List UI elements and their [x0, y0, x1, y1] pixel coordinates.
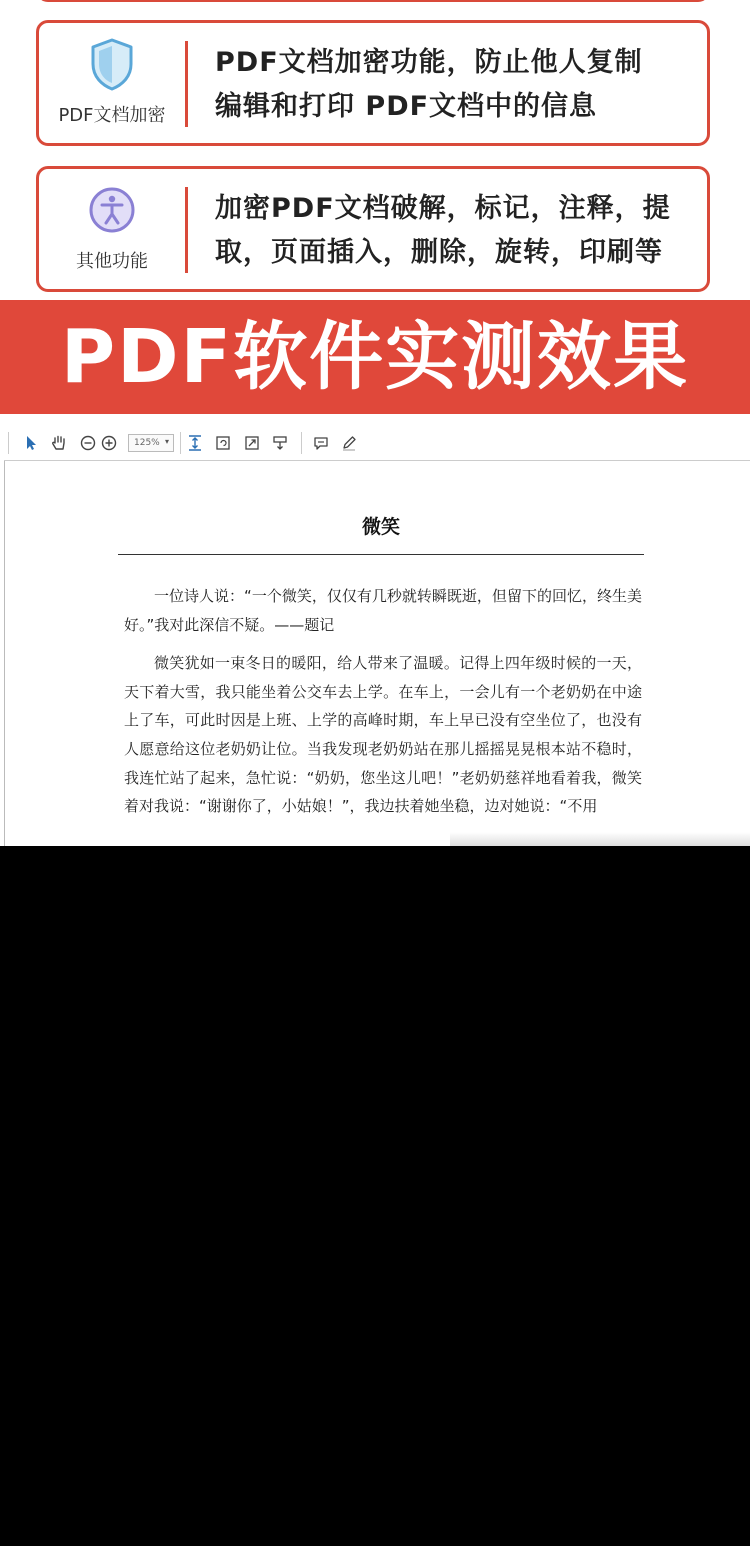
zoom-value: 125%: [134, 438, 160, 448]
toolbar-separator: [180, 432, 181, 454]
document-title: 微笑: [361, 516, 400, 538]
feature-description: [215, 41, 689, 129]
pen-icon[interactable]: [340, 434, 358, 452]
screenshot-blur-edge: [450, 832, 750, 846]
zoom-in-icon[interactable]: [100, 434, 118, 452]
zoom-dropdown[interactable]: [128, 434, 174, 452]
card-divider: [185, 41, 188, 127]
comment-icon[interactable]: [312, 434, 330, 452]
feature-description-line: 编辑和打印 PDF文档中的信息: [215, 91, 598, 122]
accessibility-icon: [88, 183, 136, 237]
feature-description-line: 加密PDF文档破解，标记，注释，提: [215, 193, 671, 224]
fit-height-icon[interactable]: [186, 434, 204, 452]
stamp-icon[interactable]: [271, 434, 289, 452]
document-page: [0, 460, 750, 846]
page-edge: [4, 460, 5, 846]
feature-label: PDF文档加密: [58, 105, 166, 126]
banner-title: PDF软件实测效果: [60, 314, 690, 400]
document-body: [124, 582, 642, 831]
page-edge: [4, 460, 750, 461]
feature-label: 其他功能: [76, 251, 148, 272]
feature-card-other: [36, 166, 710, 292]
feature-description-line: 取，页面插入，删除，旋转，印刷等: [215, 237, 663, 268]
chevron-down-icon: ▾: [164, 437, 169, 446]
card-divider: [185, 187, 188, 273]
feature-section: [0, 0, 750, 300]
toolbar-separator: [301, 432, 302, 454]
shield-icon: [88, 37, 136, 91]
title-divider: [118, 554, 644, 555]
rotate-icon[interactable]: [214, 434, 232, 452]
feature-description: [215, 187, 689, 275]
document-paragraph: 微笑犹如一束冬日的暖阳，给人带来了温暖。记得上四年级时候的一天，天下着大雪，我只能坐着公交车去上学。在车上，一会儿有一个老奶奶在中途上了车，可此时因是上班、上学的高峰时期，车上早已没有空坐位了，也没有人愿意给这位老奶奶让位。当我发现老奶奶站在那儿摇摇晃晃根本站不稳时，我连忙站了起来，急忙说：“奶奶，您坐这儿吧！”老奶奶慈祥地看着我，微笑着对我说：“谢谢你了，小姑娘！”，我边扶着她坐稳，边对她说：“不用: [124, 654, 642, 816]
zoom-out-icon[interactable]: [79, 434, 97, 452]
feature-card-encryption: [36, 20, 710, 146]
viewer-toolbar: [0, 428, 750, 458]
document-paragraph: 一位诗人说：“一个微笑，仅仅有几秒就转瞬既逝，但留下的回忆，终生美好。”我对此深信不疑。——题记: [124, 587, 642, 634]
hand-tool-icon[interactable]: [50, 434, 68, 452]
feature-icon-box: [39, 169, 185, 289]
feature-icon-box: [39, 23, 185, 143]
feature-description-line: PDF文档加密功能，防止他人复制: [215, 47, 643, 78]
toolbar-separator: [8, 432, 9, 454]
previous-card-edge: [36, 0, 710, 2]
full-screen-icon[interactable]: [243, 434, 261, 452]
select-tool-icon[interactable]: [22, 434, 40, 452]
banner: [0, 300, 750, 414]
pdf-viewer: [0, 414, 750, 846]
